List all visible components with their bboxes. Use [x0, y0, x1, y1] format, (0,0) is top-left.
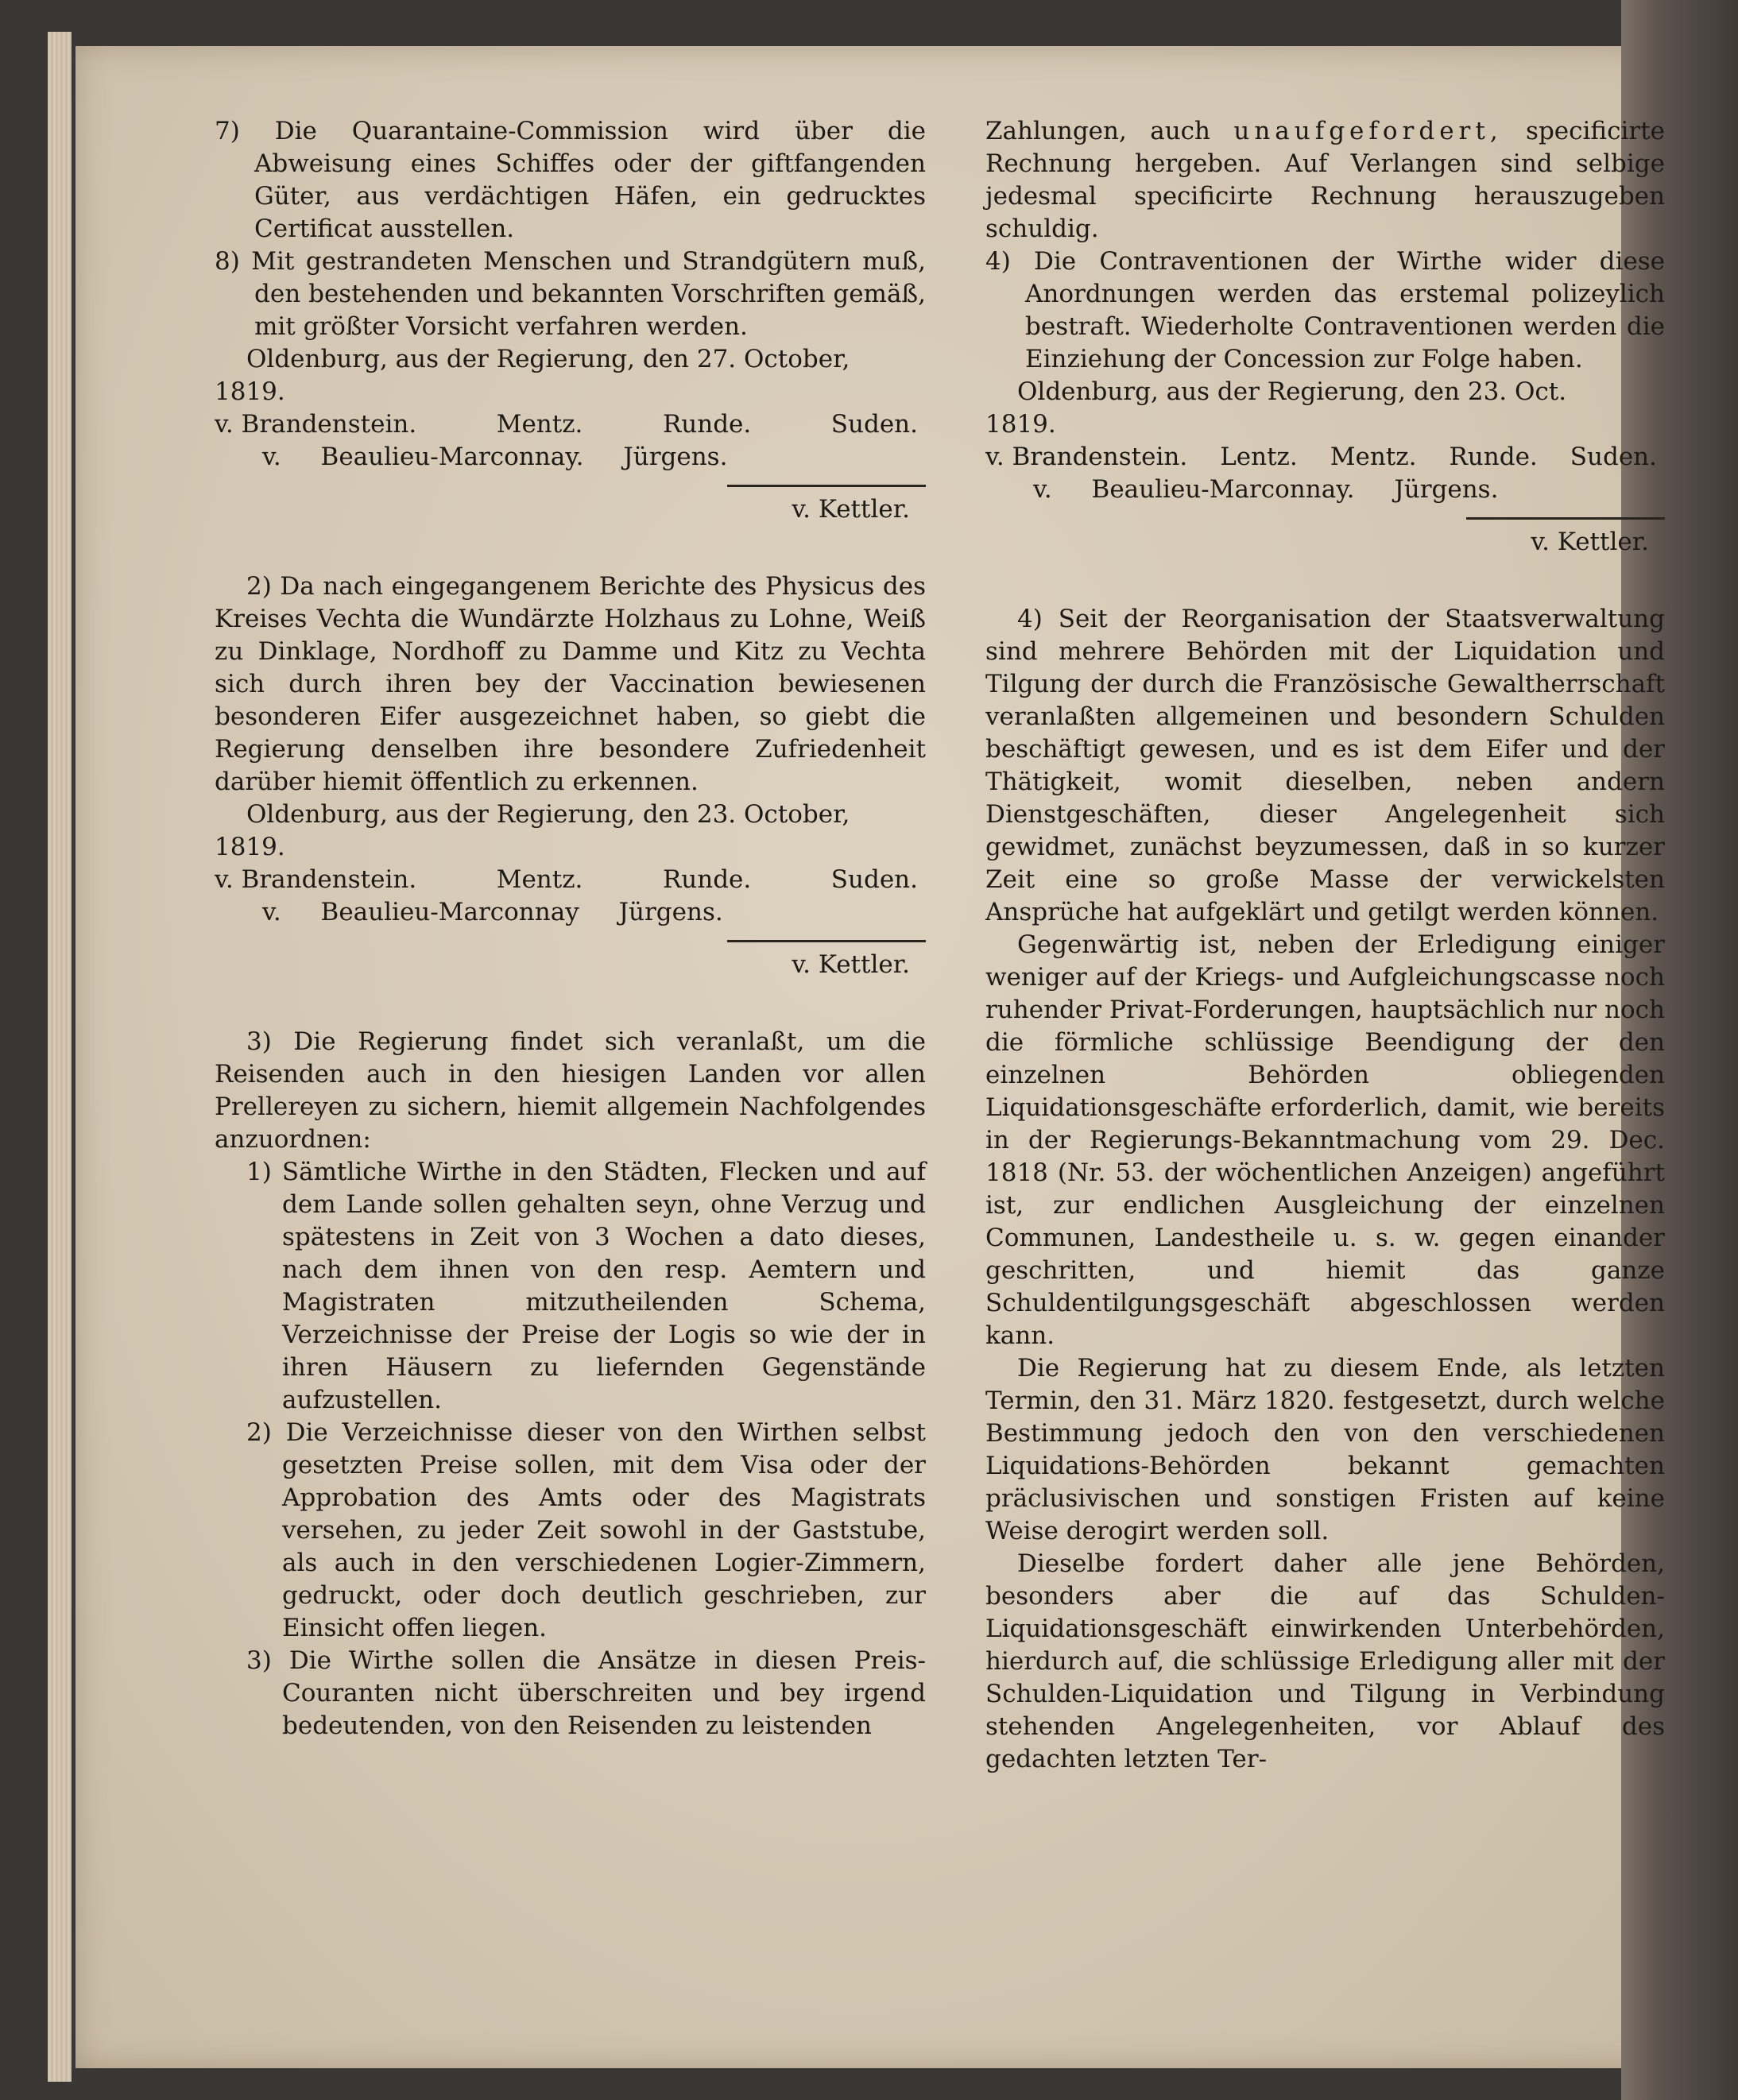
countersignature: v. Kettler.: [792, 950, 910, 979]
signatory: v. Brandenstein.: [215, 865, 417, 894]
signatory: Suden.: [830, 410, 918, 439]
signature-line: [985, 441, 1665, 474]
notice-3-intro: 3) Die Regierung findet sich veranlaßt, um die Reisenden auch in den hiesigen Landen vor allen Prellereyen zu sichern, hiemit allgemein Nachfolgendes anzuordnen:: [215, 1027, 926, 1154]
signature-line-2: v. Beaulieu-Marconnay. Jürgens.: [262, 443, 728, 471]
year: 1819.: [215, 377, 285, 406]
year: 1819.: [985, 410, 1056, 439]
notice-3-point-2: 2) Die Verzeichnisse dieser von den Wirthen selbst gesetzten Preise sollen, mit dem Visa oder der Approbation des Amts oder des Magistrats versehen, zu jeder Zeit sowohl in der Gaststube, als auch in den verschiedenen Logier-Zimmern, gedruckt, oder doch deutlich geschrieben, zur Einsicht offen liegen.: [246, 1418, 926, 1642]
page-edge: [48, 32, 72, 2082]
divider-rule: [1466, 517, 1665, 520]
signature-line: [215, 864, 926, 896]
dateline: Oldenburg, aus der Regierung, den 23. Oct.: [1017, 377, 1567, 406]
signature-line-2: v. Beaulieu-Marconnay. Jürgens.: [1033, 475, 1499, 504]
paragraph-item-8: 8) Mit gestrandeten Menschen und Strandgütern muß, den bestehenden und bekannten Vorschriften gemäß, mit größter Vorsicht verfahren werden.: [215, 247, 926, 341]
dateline: Oldenburg, aus der Regierung, den 27. October,: [246, 345, 850, 373]
notice-3-point-4: 4) Die Contraventionen der Wirthe wider diese Anordnungen werden das erstemal polizeylich bestraft. Wiederholte Contraventionen werden die Einziehung der Concession zur Folge haben.: [985, 247, 1665, 373]
signature-line-2: v. Beaulieu-Marconnay Jürgens.: [262, 898, 723, 926]
signatory: Suden.: [1570, 443, 1657, 471]
signatory: Mentz.: [496, 865, 583, 894]
divider-rule: [727, 485, 926, 487]
notice-4: 4) Seit der Reorganisation der Staatsverwaltung sind mehrere Behörden mit der Liquidation und Tilgung der durch die Französische Gewaltherrschaft veranlaßten allgemeinen und besondern Schulden beschäftigt gewesen, und es ist dem Eifer und der Thätigkeit, womit dieselben, neben andern Dienstgeschäften, dieser Angelegenheit sich gewidmet, zunächst beyzumessen, daß in so kurzer Zeit eine so große Masse der verwickelsten Ansprüche hat aufgeklärt und getilgt werden können.: [985, 605, 1665, 926]
emphasis-text: unaufgefordert,: [1233, 117, 1503, 145]
signatory: Suden.: [830, 865, 918, 894]
paragraph-item-7: 7) Die Quarantaine-Commission wird über die Abweisung eines Schiffes oder der giftfangenden Güter, aus verdächtigen Häfen, ein gedrucktes Certificat ausstellen.: [215, 117, 926, 243]
notice-4-paragraph-2: Gegenwärtig ist, neben der Erledigung einiger weniger auf der Kriegs- und Aufgleichungscasse noch ruhender Privat-Forderungen, hauptsächlich nur noch die förmliche schlüssige Beendigung der den einzelnen Behörden obliegenden Liquidationsgeschäfte erforderlich, damit, wie bereits in der Regierungs-Bekanntmachung vom 29. Dec. 1818 (Nr. 53. der wöchentlichen Anzeigen) angeführt ist, zur endlichen Ausgleichung der einzelnen Communen, Landestheile u. s. w. gegen einander geschritten, und hiemit das ganze Schuldentilgungsgeschäft abgeschlossen werden kann.: [985, 930, 1665, 1350]
dateline: Oldenburg, aus der Regierung, den 23. October,: [246, 800, 850, 829]
year: 1819.: [215, 833, 285, 861]
signatory: Runde.: [662, 865, 752, 894]
signatory: Lentz.: [1220, 443, 1298, 471]
notice-3-point-1: 1) Sämtliche Wirthe in den Städten, Flecken und auf dem Lande sollen gehalten seyn, ohne Verzug und spätestens in Zeit von 3 Wochen a dato dieses, nach dem ihnen von den resp. Aemtern und Magistraten mitzutheilenden Schema, Verzeichnisse der Preise der Logis so wie der in ihren Häusern zu liefernden Gegenstände aufzustellen.: [246, 1158, 926, 1414]
notice-3-point-3-continued: [985, 115, 1665, 246]
signatory: v. Brandenstein.: [215, 410, 417, 439]
signatory: v. Brandenstein.: [985, 443, 1188, 471]
signatory: Mentz.: [496, 410, 583, 439]
divider-rule: [727, 940, 926, 942]
text-run: Zahlungen, auch: [985, 117, 1234, 145]
signatory: Runde.: [1449, 443, 1538, 471]
text-run: specificirte Rechnung hergeben. Auf Verlangen sind selbige jedesmal specificirte Rechnung herauszugeben schuldig.: [985, 117, 1666, 243]
signature-line: [215, 408, 926, 441]
countersignature: v. Kettler.: [1531, 528, 1649, 556]
notice-3-point-3: 3) Die Wirthe sollen die Ansätze in diesen Preis-Couranten nicht überschreiten und bey irgend bedeutenden, von den Reisenden zu leistenden: [246, 1646, 926, 1740]
notice-2: 2) Da nach eingegangenem Berichte des Physicus des Kreises Vechta die Wundärzte Holzhaus zu Lohne, Weiß zu Dinklage, Nordhoff zu Damme und Kitz zu Vechta sich durch ihren bey der Vaccination bewiesenen besonderen Eifer ausgezeichnet haben, so giebt die Regierung denselben ihre besondere Zufriedenheit darüber hiemit öffentlich zu erkennen.: [215, 572, 926, 796]
right-column: [985, 115, 1665, 1776]
left-column: [215, 115, 926, 1742]
signatory: Runde.: [662, 410, 752, 439]
signatory: Mentz.: [1330, 443, 1417, 471]
notice-4-paragraph-4: Dieselbe fordert daher alle jene Behörden, besonders aber die auf das Schulden-Liquidationsgeschäft einwirkenden Unterbehörden, hierdurch auf, die schlüssige Erledigung aller mit der Schulden-Liquidation und Tilgung in Verbindung stehenden Angelegenheiten, vor Ablauf des gedachten letzten Ter-: [985, 1549, 1665, 1773]
countersignature: v. Kettler.: [792, 495, 910, 524]
notice-4-paragraph-3: Die Regierung hat zu diesem Ende, als letzten Termin, den 31. März 1820. festgesetzt, durch welche Bestimmung jedoch den von den verschiedenen Liquidations-Behörden bekannt gemachten präclusivischen und sonstigen Fristen auf keine Weise derogirt werden soll.: [985, 1354, 1665, 1545]
